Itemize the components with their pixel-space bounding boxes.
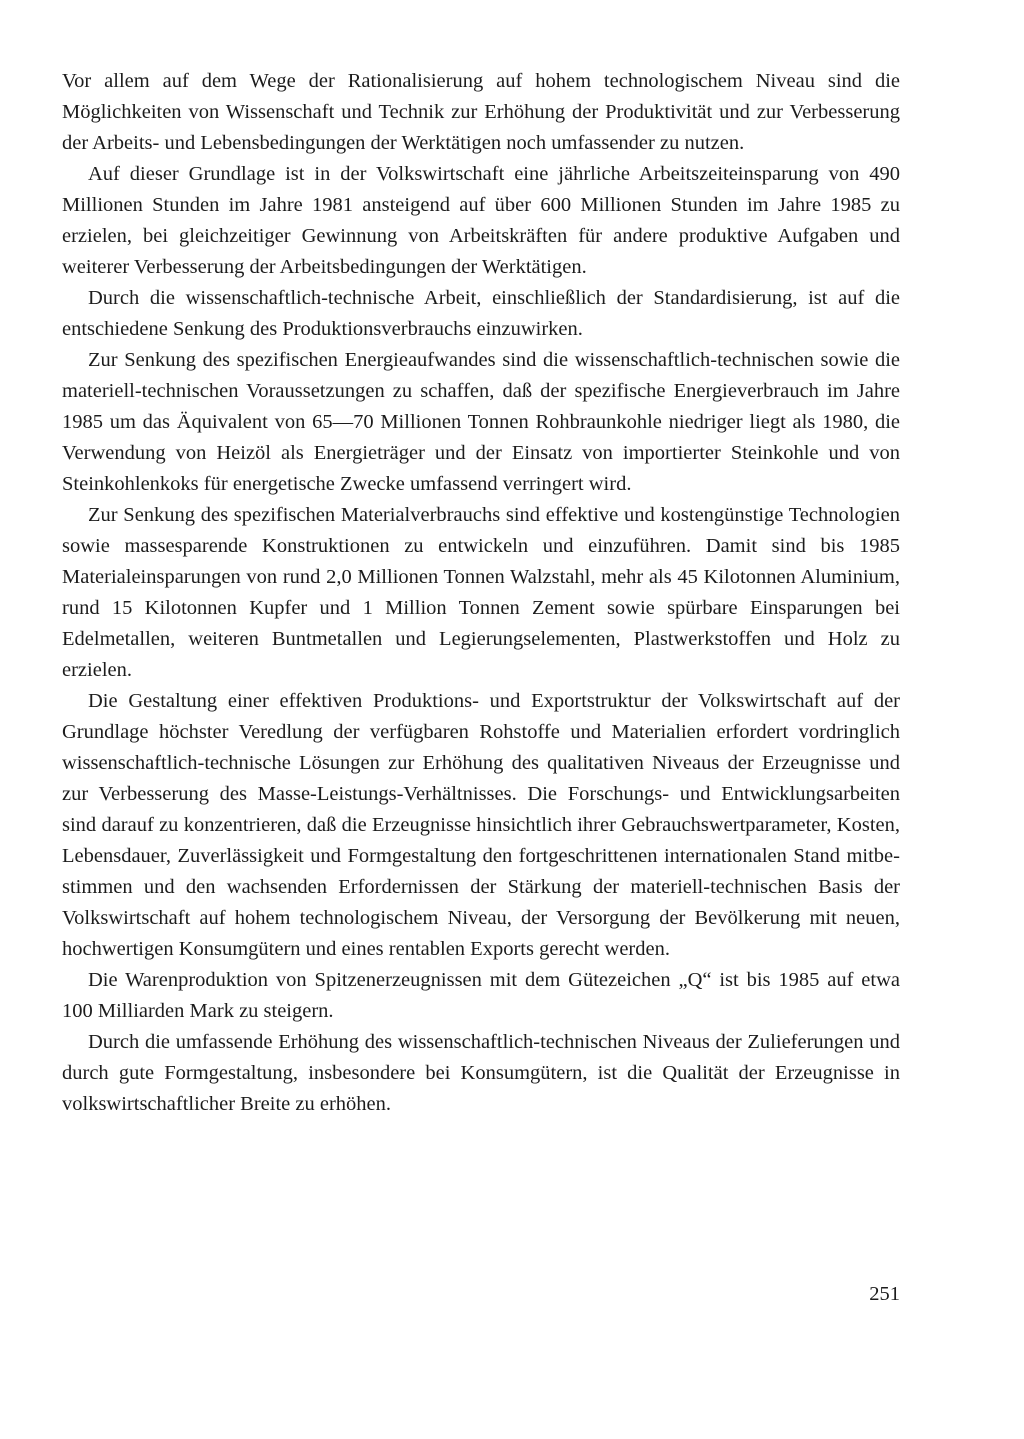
paragraph-7: Die Warenproduktion von Spitzenerzeugnissen mit dem Gütezeichen „Q“ ist bis 1985 auf etwa 100 Milliarden Mark zu steigern.	[62, 969, 900, 1022]
page-number: 251	[869, 1283, 900, 1305]
paragraph-5: Zur Senkung des spezifischen Materialverbrauchs sind effektive und kostengünstige Technologien sowie massesparende Konstruktionen zu entwickeln und einzuführen. Damit sind bis 1985 Materialeinsparungen von rund 2,0 Millionen Tonnen Walzstahl, mehr als 45 Kilotonnen Aluminium, rund 15 Kilotonnen Kupfer und 1 Million Tonnen Zement sowie spürbare Einsparungen bei Edelmetallen, weiteren Buntmetallen und Legierungselementen, Plastwerkstoffen und Holz zu erzielen.	[62, 504, 900, 681]
paragraph-8: Durch die umfassende Erhöhung des wissenschaftlich-technischen Niveaus der Zulieferungen und durch gute Formgestaltung, insbesondere bei Konsumgütern, ist die Qualität der Erzeugnisse in volkswirtschaftlicher Breite zu erhöhen.	[62, 1031, 900, 1115]
paragraph-4: Zur Senkung des spezifischen Energieaufwandes sind die wissenschaftlich-technischen sowie die materiell-technischen Voraussetzungen zu schaffen, daß der spezifische Energieverbrauch im Jahre 1985 um das Äquivalent von 65—70 Millionen Tonnen Rohbraunkohle niedriger liegt als 1980, die Verwendung von Heizöl als Energieträger und der Einsatz von importierter Steinkohle und von Steinkohlenkoks für energetische Zwecke umfassend verringert wird.	[62, 349, 900, 495]
body-text	[62, 66, 900, 1120]
paragraph-6: Die Gestaltung einer effektiven Produktions- und Exportstruktur der Volkswirtschaft auf der Grundlage höchster Veredlung der verfügbaren Rohstoffe und Materialien erfordert vordringlich wissenschaftlich-technische Lösungen zur Erhöhung des qualitativen Niveaus der Erzeugnisse und zur Verbesserung des Masse-Leistungs-Verhältnisses. Die Forschungs- und Entwicklungsarbeiten sind darauf zu konzentrieren, daß die Erzeugnisse hinsichtlich ihrer Gebrauchswertparameter, Kosten, Lebensdauer, Zuverlässigkeit und Formgestaltung den fortgeschrittenen internationalen Stand mitbestimmen und den wachsenden Erfordernissen der Stärkung der materiell-technischen Basis der Volkswirtschaft auf hohem technologischem Niveau, der Versorgung der Bevölkerung mit neuen, hochwertigen Konsumgütern und eines rentablen Exports gerecht werden.	[62, 690, 900, 960]
paragraph-1: Vor allem auf dem Wege der Rationalisierung auf hohem technologischem Niveau sind die Möglichkeiten von Wissenschaft und Technik zur Erhöhung der Produktivität und zur Verbesserung der Arbeits- und Lebensbedingungen der Werktätigen noch umfassender zu nutzen.	[62, 70, 900, 154]
paragraph-2: Auf dieser Grundlage ist in der Volkswirtschaft eine jährliche Arbeitszeiteinsparung von 490 Millionen Stunden im Jahre 1981 ansteigend auf über 600 Millionen Stunden im Jahre 1985 zu erzielen, bei gleichzeitiger Gewinnung von Arbeitskräften für andere produktive Aufgaben und weiterer Verbesserung der Arbeitsbedingungen der Werktätigen.	[62, 163, 900, 278]
paragraph-3: Durch die wissenschaftlich-technische Arbeit, einschließlich der Standardisierung, ist auf die entschiedene Senkung des Produktionsverbrauchs einzuwirken.	[62, 287, 900, 340]
